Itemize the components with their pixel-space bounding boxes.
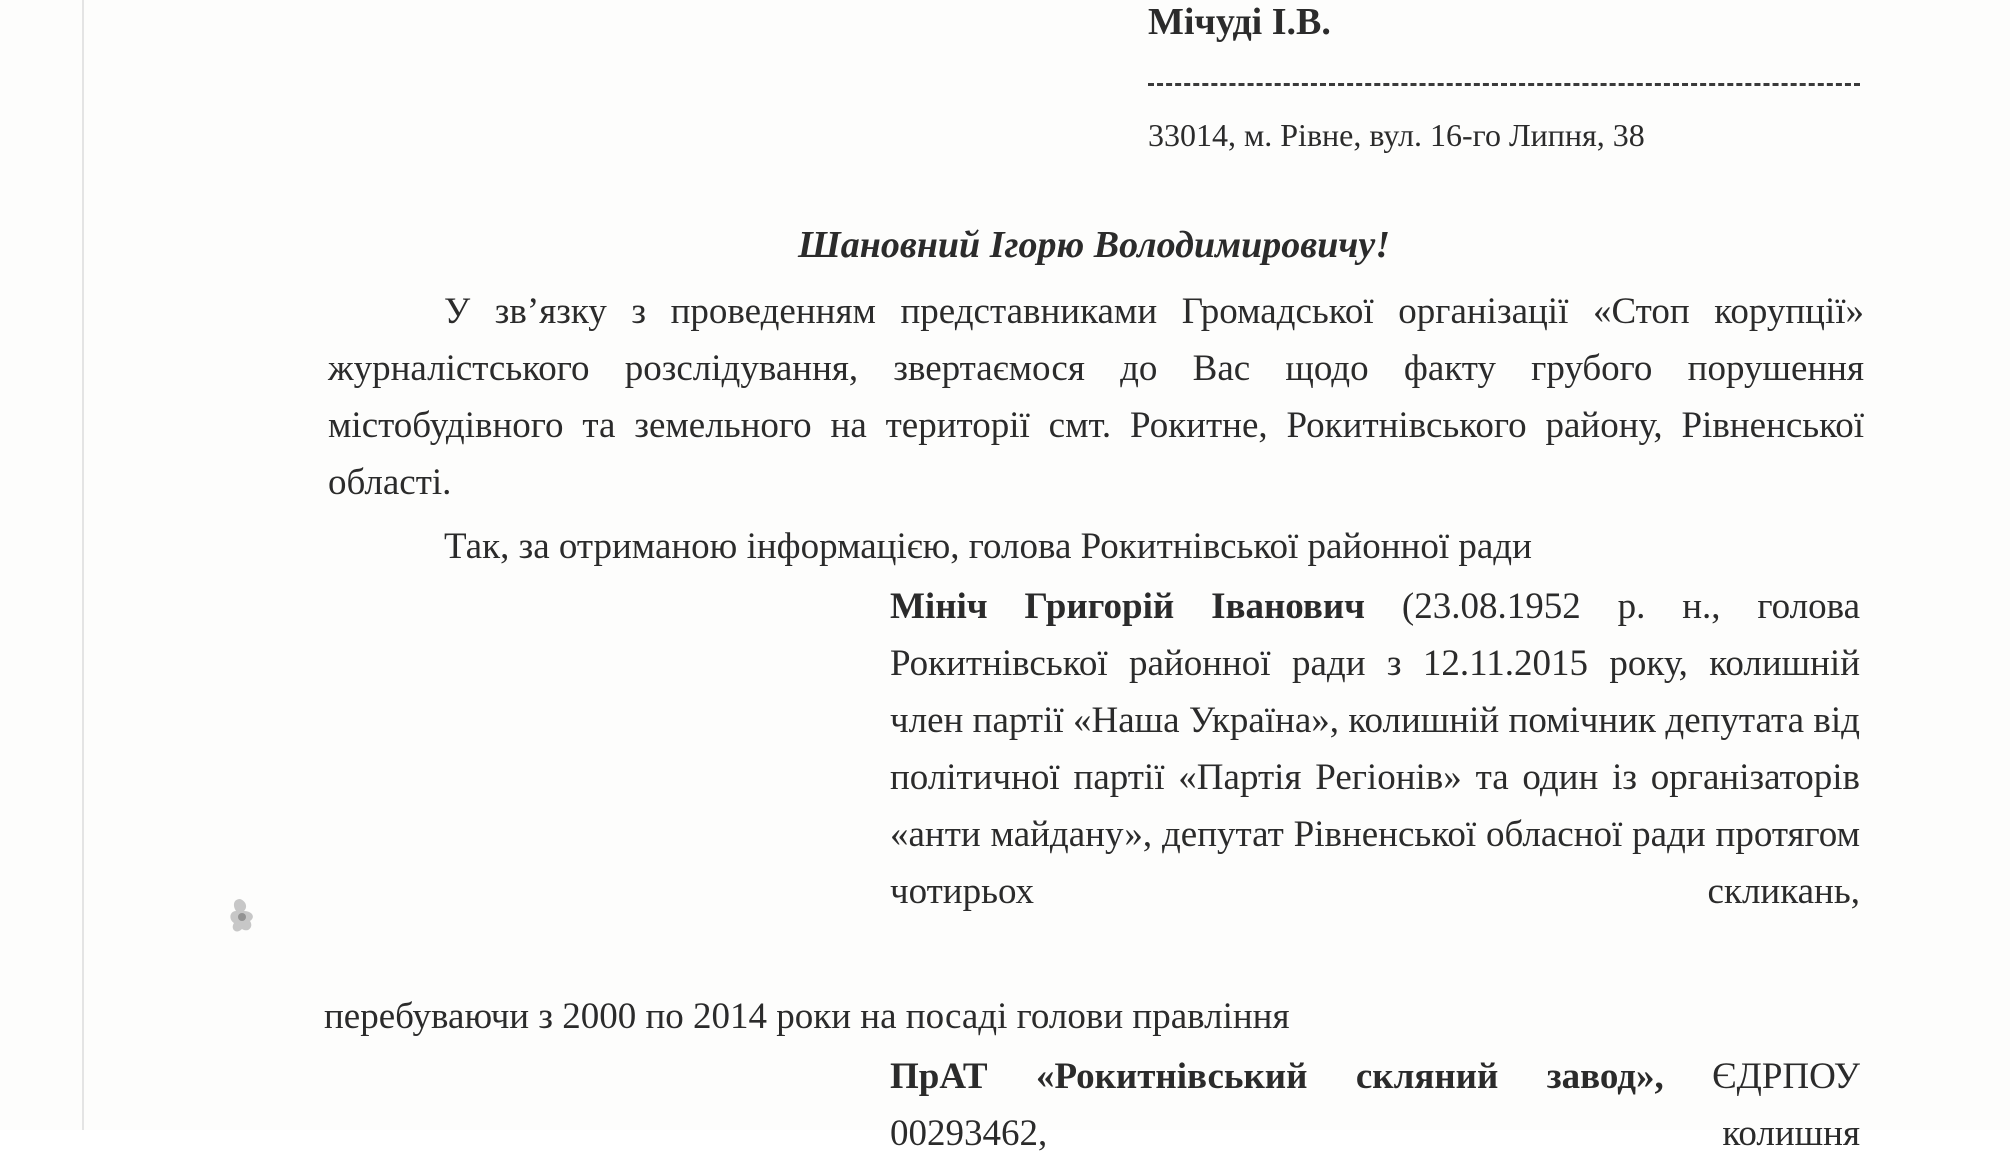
page-edge-shadow xyxy=(82,0,84,1130)
person-name: Мініч Григорій Іванович xyxy=(890,586,1366,627)
paragraph-person xyxy=(890,578,1860,920)
paragraph-info: Так, за отриманою інформацією, голова Рокитнівської районної ради xyxy=(444,526,1532,567)
recipient-name: Мічуді І.В. xyxy=(1148,1,1331,43)
company-details: ЄДРПОУ 00293462, колишня xyxy=(890,1056,1860,1154)
paragraph-company xyxy=(890,1048,1860,1162)
person-details: (23.08.1952 р. н., голова Рокитнівської районної ради з 12.11.2015 року, колишній член партії «Наша Україна», колишній помічник депутата від політичної партії «Партія Регіонів» та один із організаторів «анти майдану», депутат Рівненської обласної ради протягом чотирьох скликань, xyxy=(890,586,1860,912)
recipient-address: 33014, м. Рівне, вул. 16-го Липня, 38 xyxy=(1148,117,1645,153)
paragraph-intro: У зв’язку з проведенням представниками Громадської організації «Стоп корупції» журналістського розслідування, звертаємося до Вас щодо факту грубого порушення містобудівного та земельного на території смт. Рокитне, Рокитнівського району, Рівненської області. xyxy=(328,291,1864,503)
scan-speck-icon xyxy=(226,895,260,937)
company-name: ПрАТ «Рокитнівський скляний завод», xyxy=(890,1056,1664,1097)
paragraph-position: перебуваючи з 2000 по 2014 роки на посаді голови правління xyxy=(324,996,1290,1037)
recipient-dash-line xyxy=(1148,83,1860,86)
salutation: Шановний Ігорю Володимировичу! xyxy=(797,224,1391,266)
